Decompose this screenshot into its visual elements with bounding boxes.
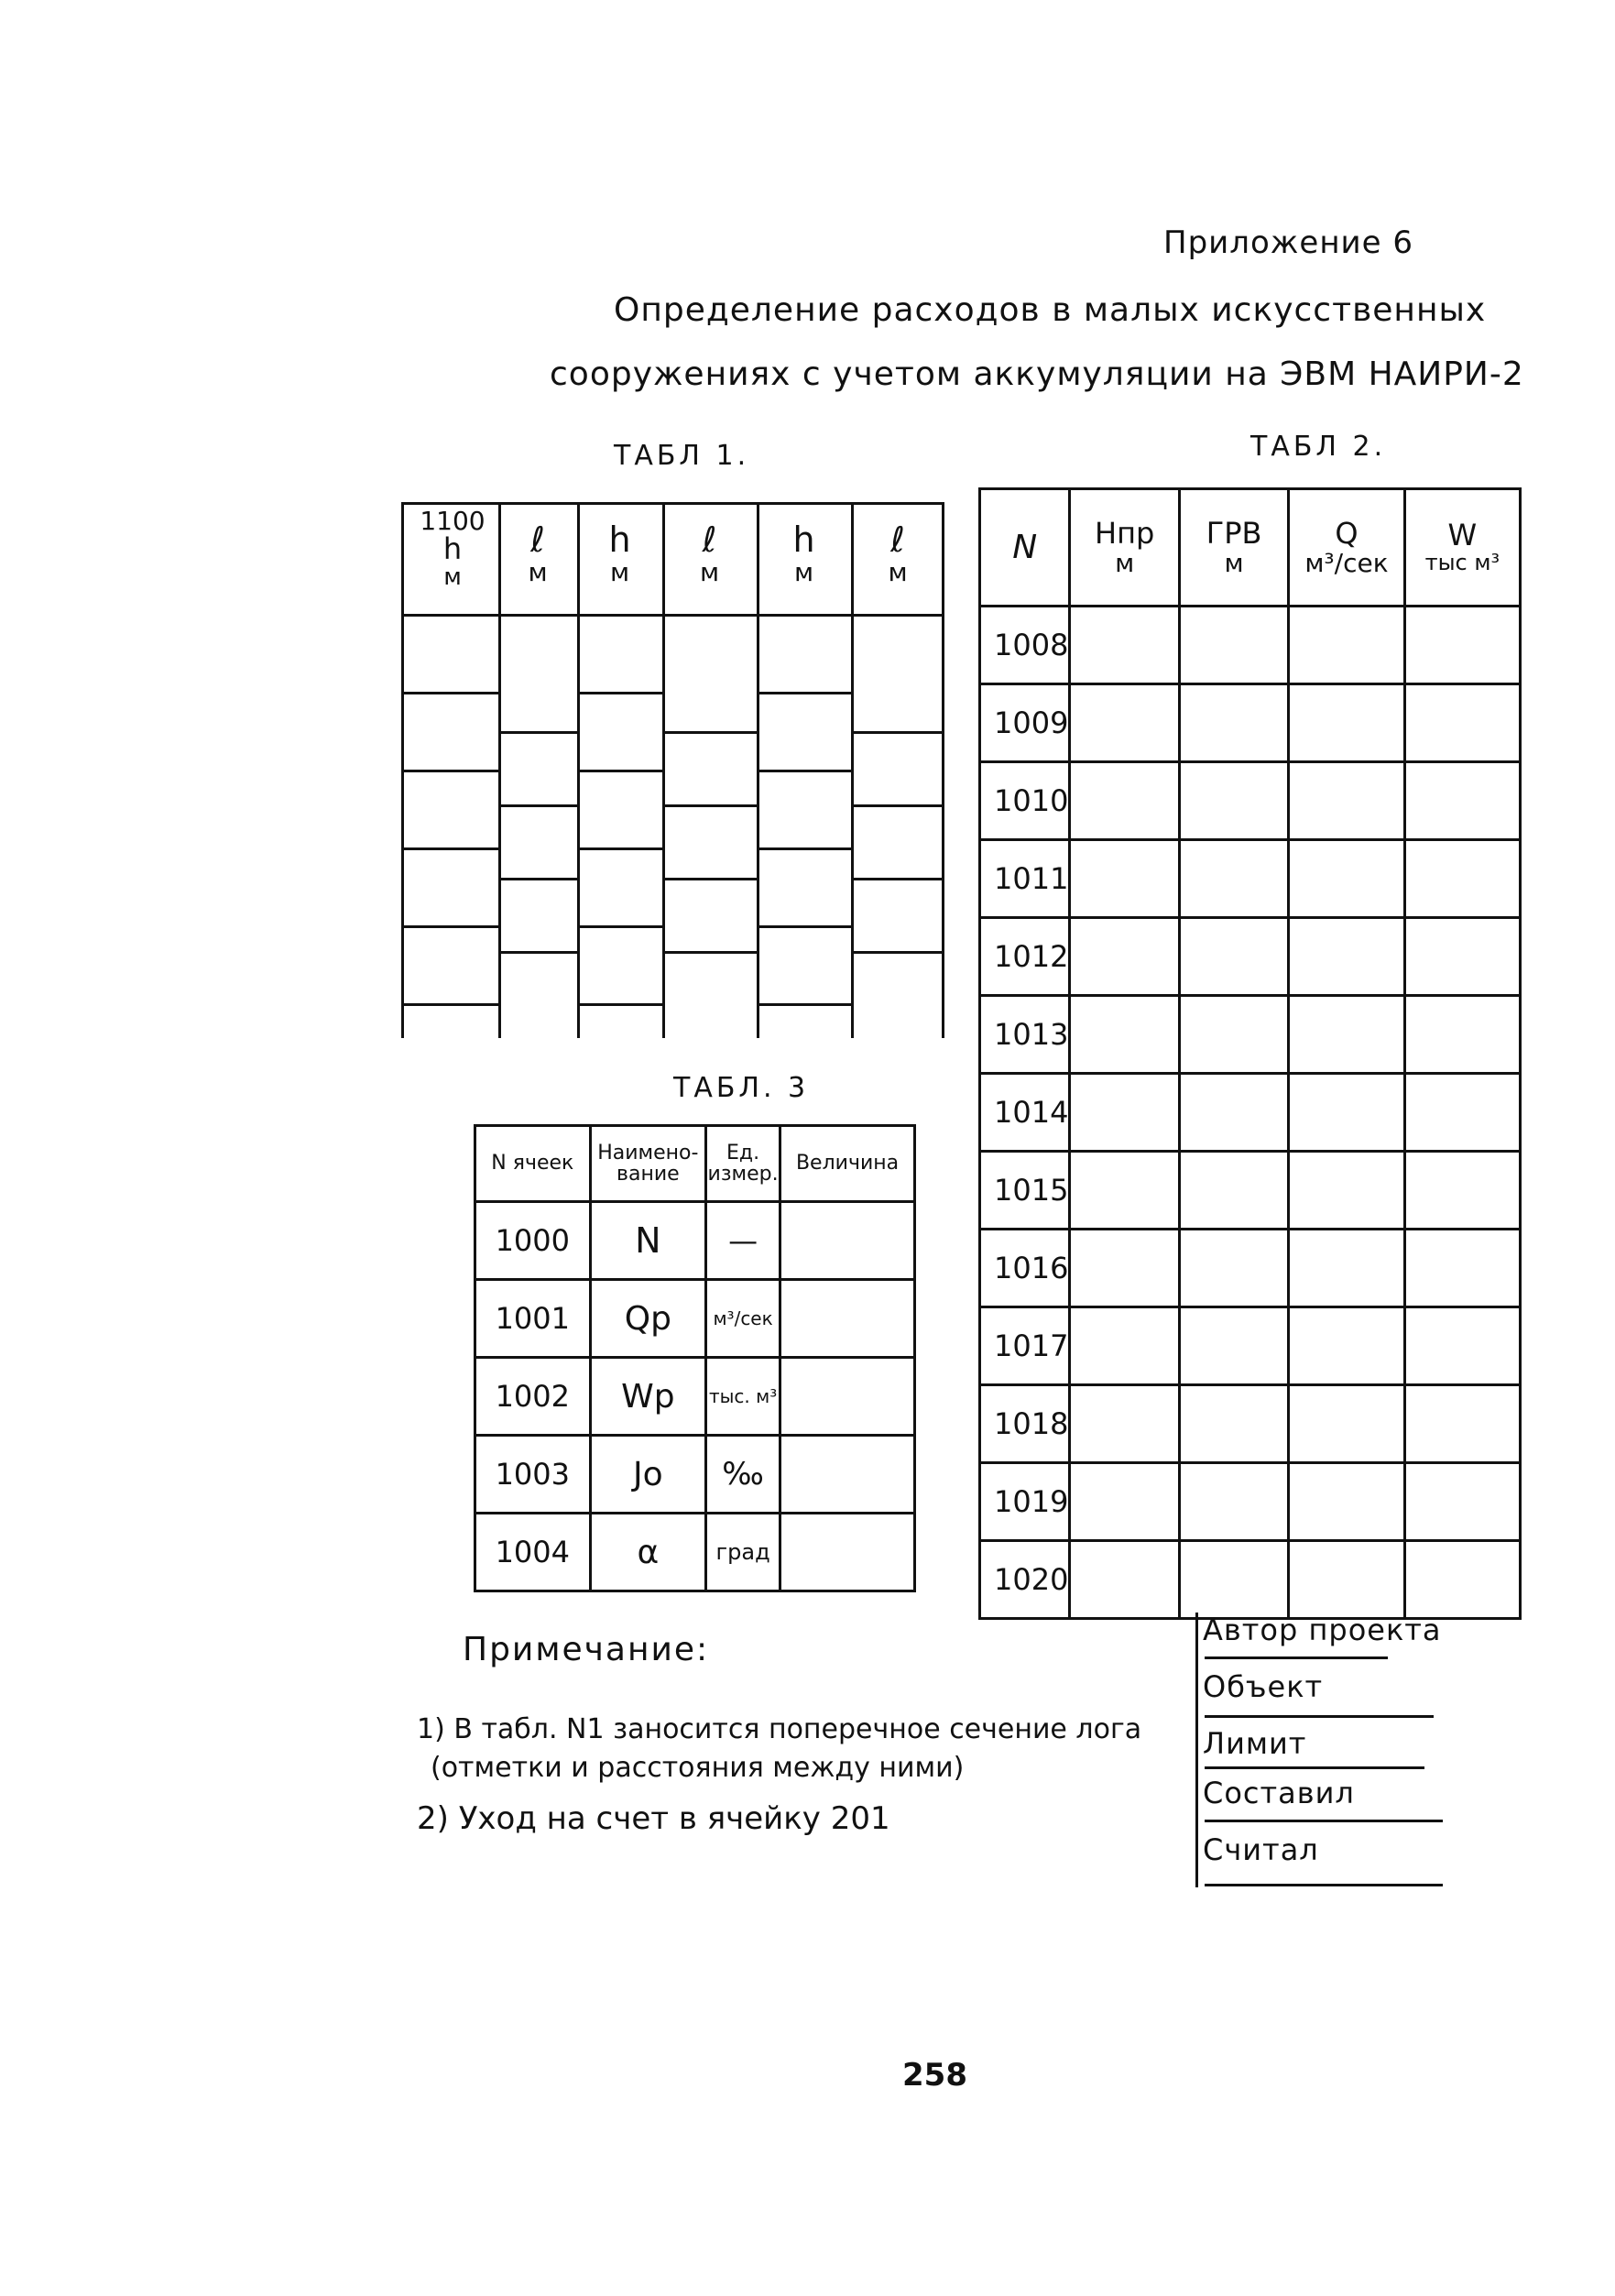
table-row: 1015 bbox=[980, 1152, 1521, 1230]
table-row: 1018 bbox=[980, 1385, 1521, 1463]
appendix-label: Приложение 6 bbox=[1163, 224, 1414, 261]
table1-header-6: ℓ м bbox=[888, 519, 908, 587]
table2-header-q: Q м³/сек bbox=[1289, 489, 1404, 607]
document-title-line1: Определение расходов в малых искусственных bbox=[614, 291, 1487, 329]
table1-caption: ТАБЛ 1. bbox=[614, 440, 750, 472]
table-row: 1003 Jo ‰ bbox=[475, 1436, 915, 1514]
table-row: 1004 α град bbox=[475, 1514, 915, 1591]
table-row: 1019 bbox=[980, 1463, 1521, 1541]
sign-limit: Лимит bbox=[1203, 1726, 1307, 1761]
sign-compiled: Составил bbox=[1203, 1776, 1355, 1810]
table-row: 1014 bbox=[980, 1074, 1521, 1152]
table2 bbox=[978, 487, 1522, 1620]
table2-header-grv: ГРВ м bbox=[1179, 489, 1288, 607]
table3-header-unit: Ед. измер. bbox=[706, 1126, 780, 1202]
table-row: 1009 bbox=[980, 684, 1521, 762]
table-row: 1010 bbox=[980, 762, 1521, 840]
table3-caption: ТАБЛ. 3 bbox=[673, 1072, 810, 1104]
table1-header-4: ℓ м bbox=[699, 519, 720, 587]
sign-checked: Считал bbox=[1203, 1832, 1319, 1867]
table-row: 1013 bbox=[980, 996, 1521, 1074]
table-row: 1020 bbox=[980, 1541, 1521, 1619]
table-row: 1000 N — bbox=[475, 1202, 915, 1280]
table3-header-name: Наимено-вание bbox=[590, 1126, 706, 1202]
document-title-line2: сооружениях с учетом аккумуляции на ЭВМ НАИРИ-2 bbox=[550, 355, 1524, 393]
note-item-1-line2: (отметки и расстояния между ними) bbox=[431, 1752, 965, 1784]
table2-caption: ТАБЛ 2. bbox=[1250, 431, 1387, 463]
table-row: 1016 bbox=[980, 1230, 1521, 1307]
table-row: 1012 bbox=[980, 918, 1521, 996]
table3 bbox=[474, 1124, 916, 1592]
table-row: 1017 bbox=[980, 1307, 1521, 1385]
table2-header-n: N bbox=[980, 489, 1070, 607]
table-row: 1001 Qр м³/сек bbox=[475, 1280, 915, 1358]
sign-object: Объект bbox=[1203, 1669, 1324, 1704]
table1 bbox=[401, 502, 946, 1038]
table-row: 1002 Wр тыс. м³ bbox=[475, 1358, 915, 1436]
notes-title: Примечание: bbox=[463, 1631, 710, 1668]
page-number: 258 bbox=[902, 2057, 967, 2094]
table1-header-1: 1100 h м bbox=[420, 506, 486, 591]
table1-header-5: h м bbox=[792, 519, 815, 587]
table3-header-cell: N ячеек bbox=[475, 1126, 591, 1202]
table1-header-2: ℓ м bbox=[528, 519, 548, 587]
table2-header-hpr: Нпр м bbox=[1070, 489, 1180, 607]
note-item-2: 2) Уход на счет в ячейку 201 bbox=[417, 1800, 890, 1837]
table-row: 1008 bbox=[980, 607, 1521, 684]
table3-header-value: Величина bbox=[780, 1126, 915, 1202]
note-item-1-line1: 1) В табл. N1 заносится поперечное сечение лога bbox=[417, 1713, 1142, 1745]
table1-header-3: h м bbox=[608, 519, 631, 587]
table-row: 1011 bbox=[980, 840, 1521, 918]
sign-author: Автор проекта bbox=[1203, 1613, 1442, 1647]
table2-header-w: W тыс м³ bbox=[1404, 489, 1520, 607]
